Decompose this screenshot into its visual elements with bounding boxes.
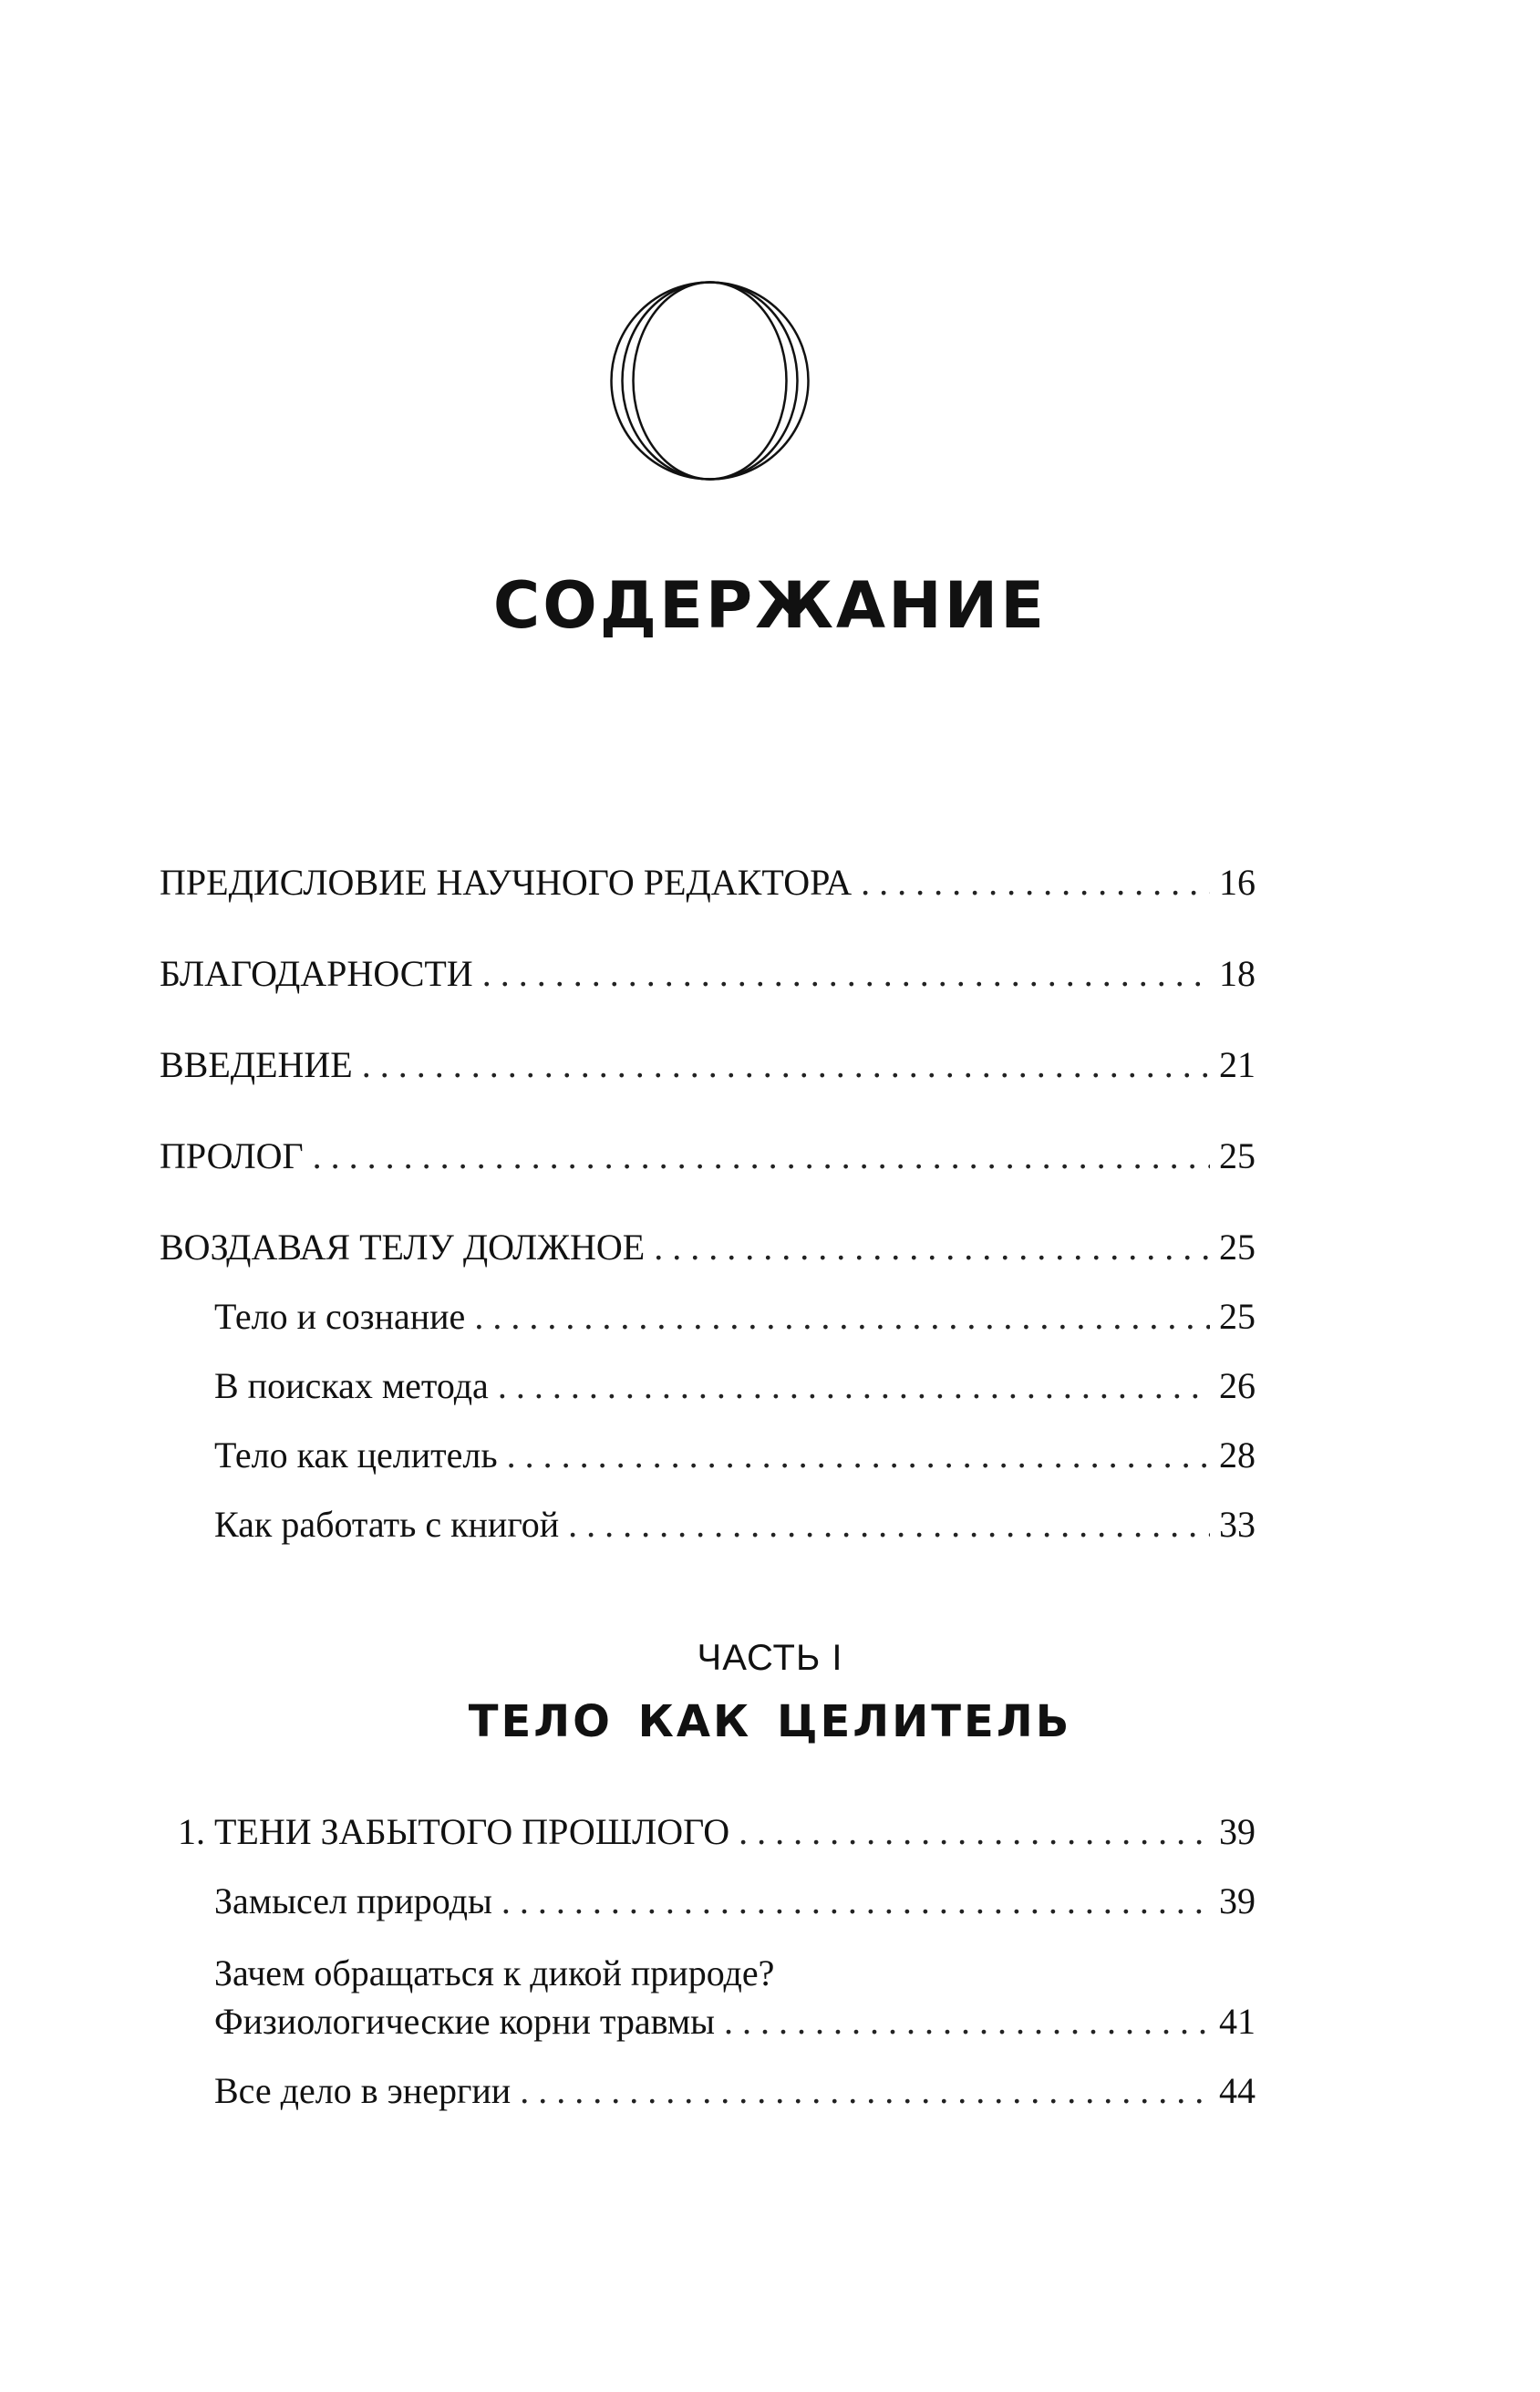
toc-subentry[interactable] [214, 2069, 1256, 2113]
concentric-ellipses-icon [607, 278, 812, 483]
toc-entry-label: ВВЕДЕНИЕ [160, 1044, 353, 1085]
toc-leader-dots [654, 1226, 1210, 1269]
toc-entry[interactable] [160, 1134, 1256, 1178]
toc-entry-label: В поисках метода [214, 1365, 489, 1406]
toc-leader-dots [482, 952, 1210, 996]
toc-page-number: 16 [1219, 862, 1256, 903]
part-label: ЧАСТЬ I [697, 1638, 843, 1678]
toc-subentry[interactable] [214, 1364, 1256, 1408]
toc-page-number: 39 [1219, 1880, 1256, 1921]
toc-page-number: 33 [1219, 1504, 1256, 1545]
toc-leader-dots [520, 2069, 1210, 2113]
toc-entry-label: ВОЗДАВАЯ ТЕЛУ ДОЛЖНОЕ [160, 1227, 646, 1268]
toc-page-number: 44 [1219, 2070, 1256, 2111]
toc-page-number: 21 [1219, 1044, 1256, 1085]
toc-subentry[interactable] [214, 2000, 1256, 2044]
toc-entry-label: Физиологические корни травмы [214, 2001, 716, 2042]
toc-page-number: 39 [1219, 1811, 1256, 1852]
toc-leader-dots [861, 861, 1210, 905]
toc-leader-dots [724, 2000, 1210, 2044]
toc-entry-label: ПРОЛОГ [160, 1135, 304, 1176]
toc-leader-dots [362, 1043, 1210, 1087]
toc-page-number: 25 [1219, 1296, 1256, 1337]
toc-entry[interactable] [160, 952, 1256, 996]
toc-subentry[interactable] [214, 1879, 1256, 1923]
toc-entry-label: Как работать с книгой [214, 1504, 560, 1545]
page-title: СОДЕРЖАНИЕ [492, 568, 1048, 643]
toc-subentry[interactable] [214, 1434, 1256, 1477]
toc-entry-label: Все дело в энергии [214, 2070, 512, 2111]
toc-leader-dots [501, 1879, 1210, 1923]
toc-entry-label: ПРЕДИСЛОВИЕ НАУЧНОГО РЕДАКТОРА [160, 862, 853, 903]
toc-entry-label: Тело и сознание [214, 1296, 466, 1337]
toc-entry[interactable] [160, 1226, 1256, 1269]
toc-entry-label: 1. ТЕНИ ЗАБЫТОГО ПРОШЛОГО [178, 1811, 730, 1852]
toc-page-number: 25 [1219, 1227, 1256, 1268]
toc-entry-label-line1: Зачем обращаться к дикой природе? [214, 1952, 775, 1993]
toc-leader-dots [507, 1434, 1210, 1477]
toc-subentry[interactable] [214, 1295, 1256, 1339]
toc-page-number: 18 [1219, 953, 1256, 994]
toc-leader-dots [568, 1503, 1210, 1547]
toc-entry-label: Замысел природы [214, 1880, 492, 1921]
toc-leader-dots [739, 1810, 1210, 1854]
toc-chapter-entry[interactable] [178, 1810, 1256, 1854]
toc-entry-label: Тело как целитель [214, 1434, 498, 1476]
toc-entry[interactable] [160, 861, 1256, 905]
toc-subentry[interactable] [214, 1503, 1256, 1547]
toc-leader-dots [474, 1295, 1210, 1339]
toc-entry[interactable] [160, 1043, 1256, 1087]
toc-leader-dots [313, 1134, 1210, 1178]
toc-page-number: 26 [1219, 1365, 1256, 1406]
toc-entry-label: БЛАГОДАРНОСТИ [160, 953, 473, 994]
toc-page-number: 41 [1219, 2001, 1256, 2042]
part-title: ТЕЛО КАК ЦЕЛИТЕЛЬ [468, 1696, 1072, 1747]
toc-page-number: 25 [1219, 1135, 1256, 1176]
toc-page-number: 28 [1219, 1434, 1256, 1476]
toc-leader-dots [498, 1364, 1210, 1408]
